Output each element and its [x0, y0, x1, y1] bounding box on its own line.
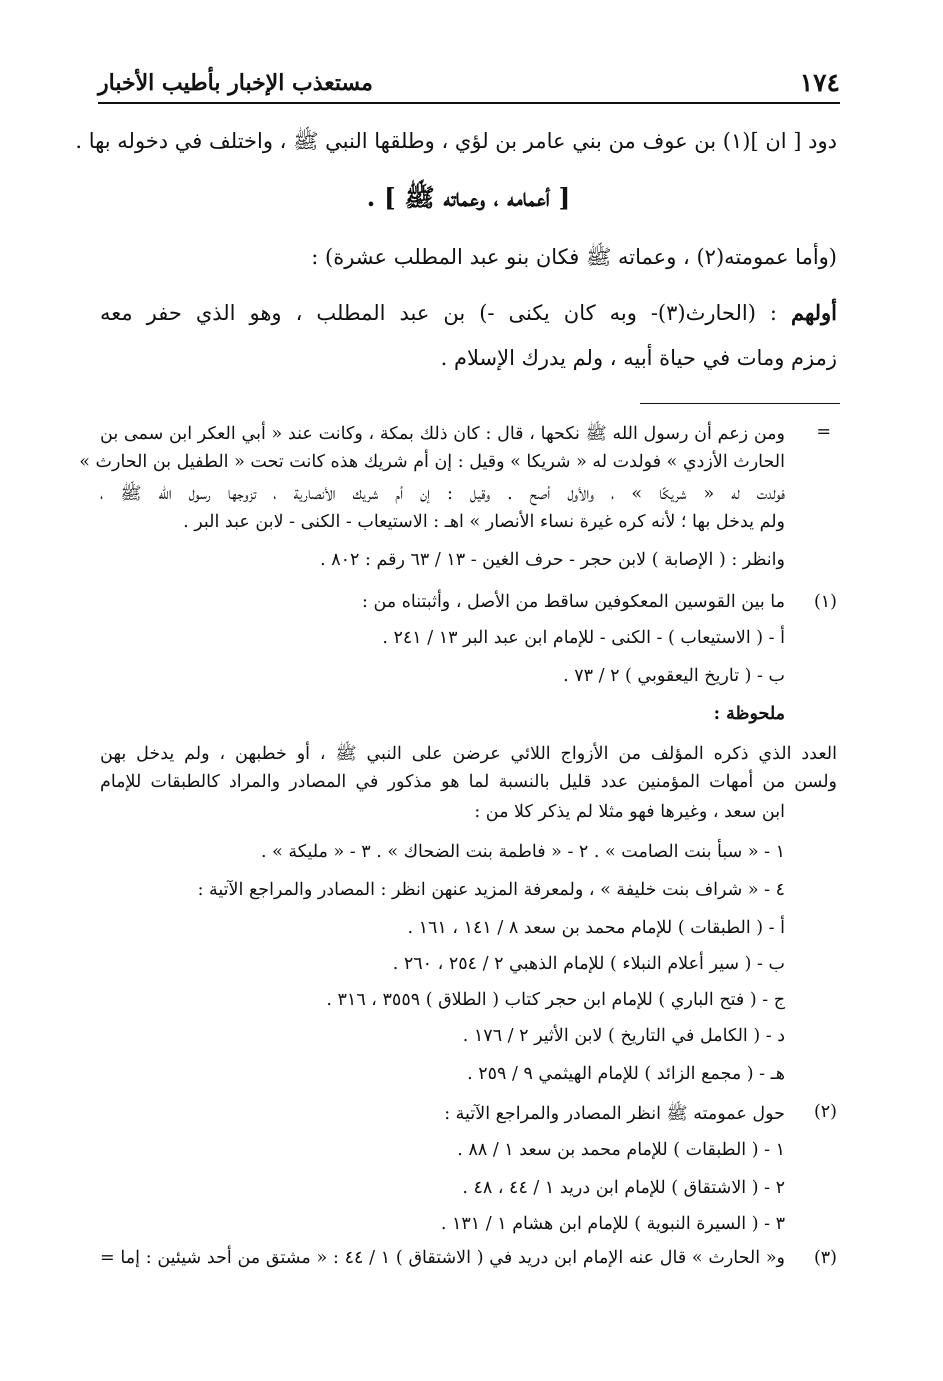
continuation-mark: = [816, 422, 831, 442]
note-item-1: ١ - « سبأ بنت الصامت » . ٢ - « فاطمة بنت الضحاك » . ٣ - « مليكة » . [261, 842, 785, 862]
fn1-item-a: أ - ( الاستيعاب ) - الكنى - للإمام ابن عبد البر ١٣ / ٢٤١ . [382, 628, 785, 648]
first-line-text: : (الحارث(٣)- وبه كان يكنى -) بن عبد المطلب ، وهو الذي حفر معه [100, 301, 777, 325]
fn3-mark: (٣) [813, 1248, 837, 1268]
first-label: أولهم [790, 300, 837, 325]
page-number: ١٧٤ [799, 68, 840, 97]
body-second-line: زمزم ومات في حياة أبيه ، ولم يدرك الإسلام . [440, 346, 837, 370]
body-intro-line: (وأما عمومته(٢) ، وعماته ﷺ فكان بنو عبد المطلب عشرة) : [311, 245, 837, 269]
fn2-item-2: ٢ - ( الاشتقاق ) للإمام ابن دريد ١ / ٤٤ ، ٤٨ . [462, 1178, 785, 1198]
cont-line-3: فولدت له « شريكًا » ، والأول أصح . وقيل : إن أم شريك الأنصارية ، تزوجها رسول الله ﷺ ، [100, 484, 785, 504]
cont-line-2: الحارث الأزدي » فولدت له « شريكا » وقيل : إن أم شريك هذه كانت تحت « الطفيل بن الحارث » [79, 452, 785, 472]
note-line-3: ابن سعد ، وغيرها فهو مثلا لم يذكر كلا من : [474, 802, 785, 822]
note-item-2: ٤ - « شراف بنت خليفة » ، ولمعرفة المزيد عنهن انظر : المصادر والمراجع الآتية : [197, 880, 785, 900]
section-heading: [ أعمامه ، وعماته ﷺ ] . [366, 183, 571, 212]
fn2-intro: حول عمومته ﷺ انظر المصادر والمراجع الآتية : [444, 1104, 785, 1124]
fn3-text: و« الحارث » قال عنه الإمام ابن دريد في ( الاشتقاق ) ١ / ٤٤ : « مشتق من أحد شيئين : إما = [100, 1248, 785, 1268]
header-rule [98, 102, 840, 104]
fn2-item-3: ٣ - ( السيرة النبوية ) للإمام ابن هشام ١ / ١٣١ . [440, 1214, 785, 1234]
cont-line-5: وانظر : ( الإصابة ) لابن حجر - حرف الغين - ١٣ / ٦٣ رقم : ٨٠٢ . [320, 550, 785, 570]
cont-line-4: ولم يدخل بها ؛ لأنه كره غيرة نساء الأنصار » اهـ : الاستيعاب - الكنى - لابن عبد البر . [183, 512, 785, 532]
note-item-4: ب - ( سير أعلام النبلاء ) للإمام الذهبي ٢ / ٢٥٤ ، ٢٦٠ . [392, 954, 785, 974]
note-line-1: العدد الذي ذكره المؤلف من الأزواج اللائي عرضن على النبي ﷺ ، أو خطبهن ، ولم يدخل بهن [100, 744, 837, 764]
note-line-2: ولسن من أمهات المؤمنين عدد قليل بالنسبة لما هو مذكور في المصادر والمراد كالطبقات للإمام [100, 772, 837, 792]
body-line-1: دود [ ان ](١) بن عوف من بني عامر بن لؤي ، وطلقها النبي ﷺ ، واختلف في دخوله بها . [75, 129, 837, 153]
cont-line-1: ومن زعم أن رسول الله ﷺ نكحها ، قال : كان ذلك بمكة ، وكانت عند « أبي العكر ابن سمى بن [100, 424, 785, 444]
page-header [98, 62, 840, 102]
note-item-6: د - ( الكامل في التاريخ ) لابن الأثير ٢ / ١٧٦ . [462, 1026, 785, 1046]
note-item-7: هـ - ( مجمع الزائد ) للإمام الهيثمي ٩ / ٢٥٩ . [467, 1064, 785, 1084]
fn2-mark: (٢) [813, 1102, 837, 1122]
note-item-5: ج - ( فتح الباري ) للإمام ابن حجر كتاب ( الطلاق ) ٣٥٥٩ ، ٣١٦ . [326, 990, 785, 1010]
fn1-item-b: ب - ( تاريخ اليعقوبي ) ٢ / ٧٣ . [563, 666, 785, 686]
book-title: مستعذب الإخبار بأطيب الأخبار [98, 70, 373, 96]
note-item-3: أ - ( الطبقات ) للإمام محمد بن سعد ٨ / ١٤١ ، ١٦١ . [407, 918, 785, 938]
fn1-intro: ما بين القوسين المعكوفين ساقط من الأصل ، وأثبتناه من : [362, 592, 785, 612]
fn2-item-1: ١ - ( الطبقات ) للإمام محمد بن سعد ١ / ٨٨ . [457, 1140, 785, 1160]
body-first-line [100, 300, 837, 325]
fn1-mark: (١) [813, 592, 837, 612]
footnote-rule [640, 403, 840, 404]
note-label: ملحوظة : [713, 704, 785, 724]
